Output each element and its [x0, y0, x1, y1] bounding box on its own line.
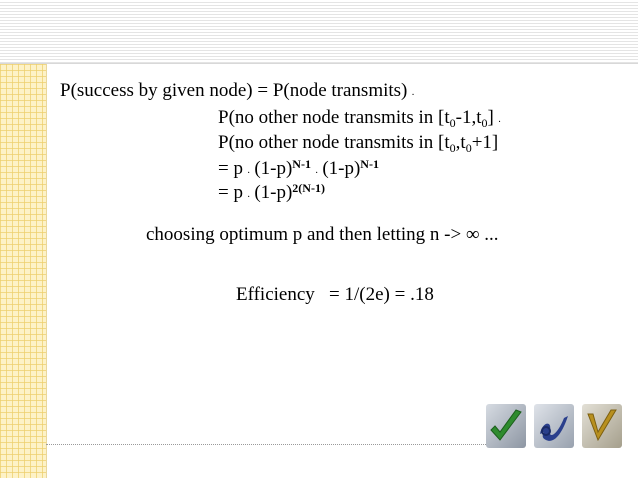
formula-text: (1-p): [254, 182, 293, 203]
green-checkmark-icon: [486, 404, 526, 448]
formula-text: +1]: [471, 132, 499, 153]
optimum-note: choosing optimum p and then letting n -> ∞ ...: [146, 224, 499, 245]
left-grid-band: [0, 64, 47, 478]
multiply-dot: ·: [314, 168, 319, 179]
formula-text: -1,t: [455, 107, 482, 128]
formula-line-3: [218, 132, 498, 154]
superscript: N-1: [360, 157, 379, 171]
formula-text: ,t: [455, 132, 466, 153]
subscript: 0: [465, 141, 472, 155]
formula-text: = p: [218, 182, 243, 203]
blue-swirl-icon: [534, 404, 574, 448]
superscript: N-1: [292, 157, 311, 171]
formula-text: P(no other node transmits in [t: [218, 132, 450, 153]
formula-text: = p: [218, 158, 243, 179]
top-striped-band: [0, 0, 638, 64]
decorative-icons: [486, 404, 626, 456]
formula-line-1: [60, 80, 419, 107]
subscript: 0: [449, 141, 456, 155]
subscript: 0: [449, 116, 456, 130]
multiply-dot: ·: [246, 168, 251, 179]
bottom-dotted-rule: [46, 444, 486, 445]
formula-text: P(no other node transmits in [t: [218, 107, 450, 128]
subscript: 0: [481, 116, 488, 130]
multiply-dot: ·: [246, 192, 251, 203]
efficiency-result: Efficiency = 1/(2e) = .18: [236, 284, 434, 305]
multiply-dot: ·: [411, 90, 415, 101]
formula-line-5: [218, 182, 325, 209]
formula-text: (1-p): [322, 158, 361, 179]
formula-text: ]: [487, 107, 494, 128]
gold-checkmark-icon: [582, 404, 622, 448]
superscript: 2(N-1): [292, 181, 325, 195]
formula-line-2: [218, 107, 505, 134]
multiply-dot: ·: [497, 117, 502, 128]
formula-text: (1-p): [254, 158, 293, 179]
formula-text: P(success by given node) = P(node transmits): [60, 80, 408, 101]
